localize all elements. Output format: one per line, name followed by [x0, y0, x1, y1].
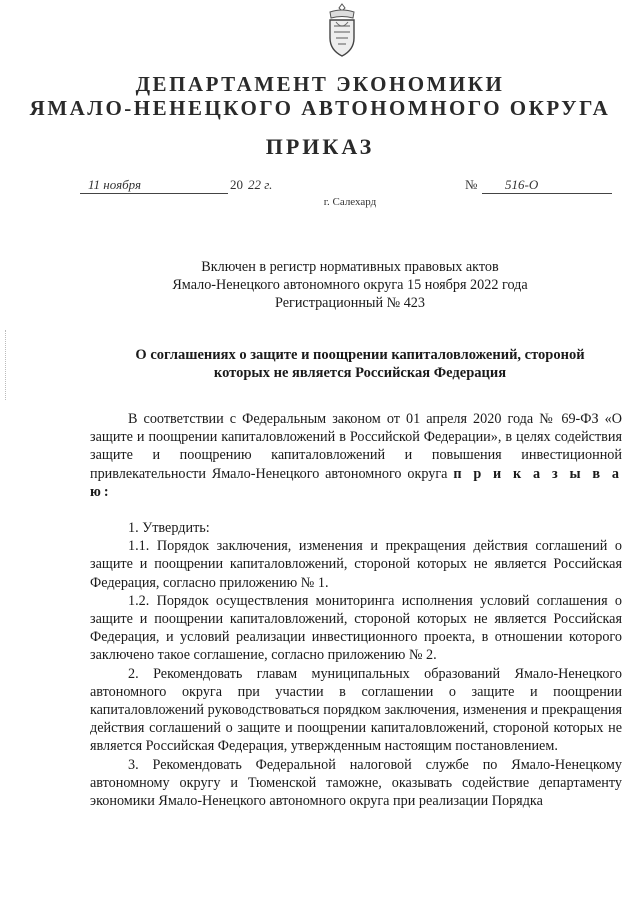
order-keyword: п р и к а з ы в а ю: — [90, 465, 623, 500]
order-number-label: № — [465, 177, 478, 192]
number-underline — [482, 193, 612, 194]
item-3: 3. Рекомендовать Федеральной налоговой службе по Ямало-Ненецкому автономному округу и Тюменской таможне, оказывать содействие департаменту экономики Ямало-Ненецкого автономного округа при реализации Порядка — [90, 756, 622, 810]
order-number-value: 516-О — [505, 177, 539, 192]
city-label: г. Салехард — [323, 196, 377, 208]
department-title-line1: ДЕПАРТАМЕНТ ЭКОНОМИКИ — [135, 72, 505, 96]
item-1: 1. Утвердить: — [128, 520, 210, 537]
margin-dotted-line — [5, 330, 8, 400]
item-1-1: 1.1. Порядок заключения, изменения и прекращения действия соглашений о защите и поощрении капиталовложений, стороной которых не является Российская Федерация, согласно приложению № 1. — [90, 538, 622, 591]
registration-line1: Включен в регистр нормативных правовых актов — [201, 259, 499, 275]
order-date-day-month: 11 ноября — [88, 177, 142, 192]
item-1-2: 1.2. Порядок осуществления мониторинга исполнения условий соглашения о защите и поощрении капиталовложений, стороной которых не является Российская Федерация, и условий реализации инвестиционного проекта, в отношении которого заключено такое соглашение, согласно приложению № 2. — [90, 592, 622, 664]
document-type-title: ПРИКАЗ — [265, 134, 375, 159]
subject-line2: которых не является Российская Федерация — [213, 365, 507, 381]
order-body — [90, 410, 622, 810]
coat-of-arms-emblem — [322, 2, 362, 58]
registration-line2: Ямало-Ненецкого автономного округа 15 ноября 2022 года — [172, 277, 528, 293]
subject-line1: О соглашениях о защите и поощрении капиталовложений, стороной — [135, 347, 585, 363]
date-underline — [80, 193, 228, 194]
preamble-text: В соответствии с Федеральным законом от 01 апреля 2020 года № 69-ФЗ «О защите и поощрении капиталовложений в Российской Федерации», в целях содействия защите и поощрению капиталовложений и повышения инвестиционной привлекательности Ямало-Ненецкого автономного округа — [90, 411, 622, 482]
item-2: 2. Рекомендовать главам муниципальных образований Ямало-Ненецкого автономного округа при участии в соглашении о защите и поощрении капиталовложений руководствоваться порядком заключения, изменения и прекращения действия соглашений о защите и поощрении капиталовложений, стороной которых не является Российская Федерация, утвержденным настоящим постановлением. — [90, 665, 622, 755]
order-date-year: 22 г. — [248, 177, 273, 192]
preamble-paragraph — [90, 410, 622, 501]
order-subject — [95, 346, 625, 382]
registration-notice — [0, 258, 640, 312]
department-title-line2: ЯМАЛО-НЕНЕЦКОГО АВТОНОМНОГО ОКРУГА — [29, 96, 611, 120]
order-date-year-prefix: 20 — [230, 177, 243, 192]
registration-line3: Регистрационный № 423 — [275, 295, 425, 311]
